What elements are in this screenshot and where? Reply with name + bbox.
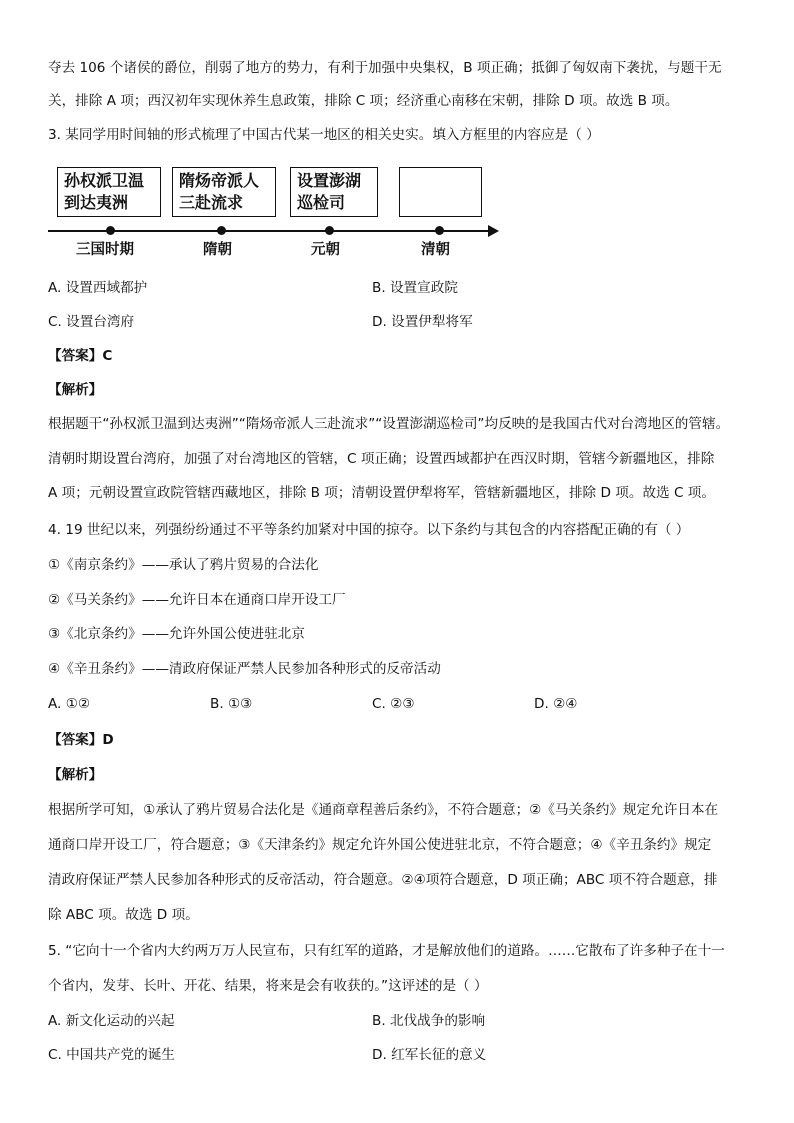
option-c: C. ②③	[372, 696, 415, 712]
analysis-line: 根据题干“孙权派卫温到达夷洲”“隋炀帝派人三赴流求”“设置澎湖巡检司”均反映的是我国古代对台湾地区的管辖。	[48, 416, 730, 432]
option-d: D. 红军长征的意义	[372, 1047, 487, 1063]
timeline-box-3	[290, 167, 378, 217]
analysis-line: 夺去 106 个诸侯的爵位，削弱了地方的势力，有利于加强中央集权，B 项正确；抵御了匈奴南下袭扰，与题干无	[48, 60, 722, 76]
timeline-box-text: 孙权派卫温	[64, 171, 145, 190]
timeline-box-blank	[399, 167, 482, 217]
option-a: A. ①②	[48, 696, 91, 712]
timeline-dot	[325, 226, 334, 235]
option-a: A. 设置西域都护	[48, 280, 148, 296]
timeline-dot	[217, 226, 226, 235]
analysis-line: 关，排除 A 项；西汉初年实现休养生息政策，排除 C 项；经济重心南移在宋朝，排除 D 项。故选 B 项。	[48, 93, 679, 109]
list-item: ②《马关条约》——允许日本在通商口岸开设工厂	[48, 592, 346, 608]
answer-label: 【答案】C	[48, 348, 113, 364]
question-3-stem: 3. 某同学用时间轴的形式梳理了中国古代某一地区的相关史实。填入方框里的内容应是（ ）	[48, 127, 600, 143]
option-a: A. 新文化运动的兴起	[48, 1013, 175, 1029]
list-item: ①《南京条约》——承认了鸦片贸易的合法化	[48, 557, 319, 573]
timeline-arrow-icon	[488, 225, 499, 237]
analysis-line: A 项；元朝设置宣政院管辖西藏地区，排除 B 项；清朝设置伊犁将军，管辖新疆地区，排除 D 项。故选 C 项。	[48, 485, 715, 501]
timeline-label: 清朝	[421, 242, 450, 258]
option-c: C. 设置台湾府	[48, 314, 135, 330]
analysis-heading: 【解析】	[48, 382, 103, 398]
analysis-line: 清政府保证严禁人民参加各种形式的反帝活动，符合题意。②④项符合题意，D 项正确；ABC 项不符合题意，排	[48, 872, 718, 888]
timeline-label: 隋朝	[203, 242, 232, 258]
timeline-box-text: 设置澎湖	[297, 171, 362, 190]
timeline-box-text: 到达夷洲	[64, 193, 129, 212]
analysis-line: 通商口岸开设工厂，符合题意；③《天津条约》规定允许外国公使进驻北京，不符合题意；④《辛丑条约》规定	[48, 837, 712, 853]
timeline-box-text: 巡检司	[297, 193, 346, 212]
option-b: B. 北伐战争的影响	[372, 1013, 486, 1029]
question-4-stem: 4. 19 世纪以来，列强纷纷通过不平等条约加紧对中国的掠夺。以下条约与其包含的内容搭配正确的有（ ）	[48, 522, 690, 538]
answer-label: 【答案】D	[48, 732, 114, 748]
option-b: B. ①③	[210, 696, 253, 712]
question-5-stem: 5. “它向十一个省内大约两万万人民宣布，只有红军的道路，才是解放他们的道路。……它散布了许多种子在十一	[48, 943, 725, 959]
timeline-box-1	[57, 167, 161, 217]
analysis-line: 清朝时期设置台湾府，加强了对台湾地区的管辖，C 项正确；设置西域都护在西汉时期，管辖今新疆地区，排除	[48, 451, 715, 467]
analysis-line: 根据所学可知，①承认了鸦片贸易合法化是《通商章程善后条约》，不符合题意；②《马关条约》规定允许日本在	[48, 802, 719, 818]
timeline-dot	[435, 226, 444, 235]
list-item: ③《北京条约》——允许外国公使进驻北京	[48, 626, 305, 642]
option-b: B. 设置宣政院	[372, 280, 458, 296]
option-d: D. 设置伊犁将军	[372, 314, 473, 330]
timeline-box-2	[172, 167, 276, 217]
timeline-dot	[106, 226, 115, 235]
timeline-box-text: 三赴流求	[179, 193, 244, 212]
list-item: ④《辛丑条约》——清政府保证严禁人民参加各种形式的反帝活动	[48, 661, 441, 677]
question-5-stem: 个省内，发芽、长叶、开花、结果，将来是会有收获的。”这评述的是（ ）	[48, 978, 488, 994]
analysis-heading: 【解析】	[48, 767, 103, 783]
option-c: C. 中国共产党的诞生	[48, 1047, 175, 1063]
analysis-line: 除 ABC 项。故选 D 项。	[48, 907, 199, 923]
option-d: D. ②④	[534, 696, 578, 712]
timeline-label: 三国时期	[76, 242, 134, 258]
timeline-label: 元朝	[311, 242, 340, 258]
timeline-box-text: 隋炀帝派人	[179, 171, 260, 190]
